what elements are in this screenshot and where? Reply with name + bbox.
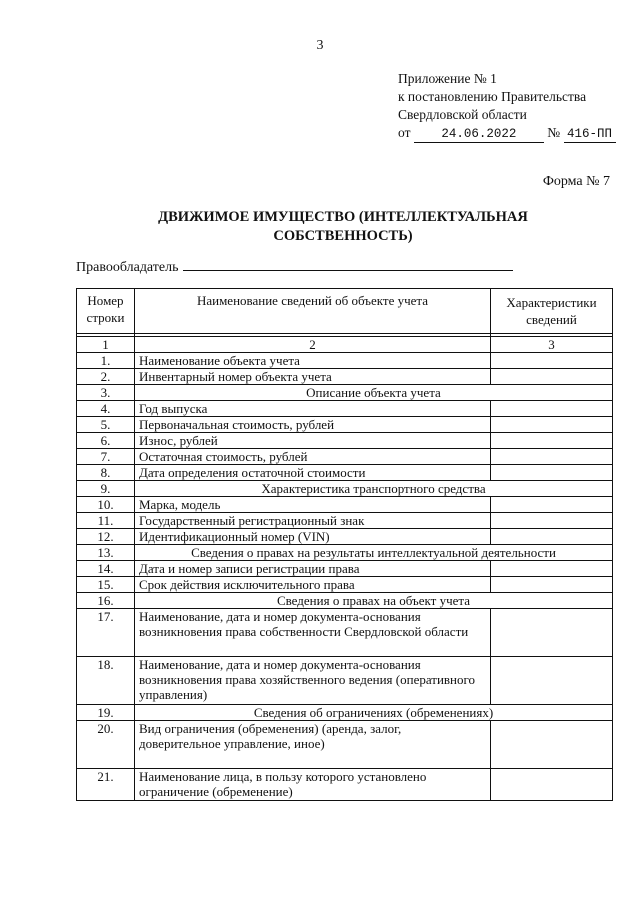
row-info-name: Идентификационный номер (VIN) — [135, 529, 491, 545]
row-characteristic-cell[interactable] — [491, 417, 613, 433]
appendix-line-1: Приложение № 1 — [398, 71, 497, 86]
table-row — [77, 449, 613, 465]
row-info-name: Наименование, дата и номер документа-основания возникновения права собственности Свердловской области — [135, 609, 491, 657]
col-number-1: 1 — [77, 337, 135, 353]
row-info-name: Инвентарный номер объекта учета — [135, 369, 491, 385]
row-characteristic-cell[interactable] — [491, 513, 613, 529]
resolution-number: 416-ПП — [564, 127, 616, 143]
row-number: 16. — [77, 593, 135, 609]
row-number: 21. — [77, 769, 135, 801]
table-header-row — [77, 289, 613, 334]
header-row-number — [77, 289, 135, 334]
table-row — [77, 609, 613, 657]
table-row — [77, 513, 613, 529]
row-characteristic-cell[interactable] — [491, 369, 613, 385]
title-line-1: ДВИЖИМОЕ ИМУЩЕСТВО (ИНТЕЛЛЕКТУАЛЬНАЯ — [158, 209, 528, 225]
table-row — [77, 769, 613, 801]
resolution-date: 24.06.2022 — [414, 127, 544, 143]
appendix-line-2: к постановлению Правительства — [398, 89, 587, 104]
row-characteristic-cell[interactable] — [491, 561, 613, 577]
row-characteristic-cell[interactable] — [491, 577, 613, 593]
document-title — [0, 208, 640, 246]
row-characteristic-cell[interactable] — [491, 353, 613, 369]
row-number: 7. — [77, 449, 135, 465]
table-row — [77, 353, 613, 369]
row-number: 17. — [77, 609, 135, 657]
row-number: 12. — [77, 529, 135, 545]
row-characteristic-cell[interactable] — [491, 465, 613, 481]
from-label: от — [398, 125, 411, 140]
row-number: 14. — [77, 561, 135, 577]
header-characteristics — [491, 289, 613, 334]
row-info-name: Износ, рублей — [135, 433, 491, 449]
section-heading: Сведения об ограничениях (обременениях) — [135, 705, 613, 721]
row-number: 6. — [77, 433, 135, 449]
table-row — [77, 465, 613, 481]
row-info-name: Первоначальная стоимость, рублей — [135, 417, 491, 433]
appendix-line-3: Свердловской области — [398, 107, 527, 122]
row-number: 1. — [77, 353, 135, 369]
row-characteristic-cell[interactable] — [491, 721, 613, 769]
row-number: 9. — [77, 481, 135, 497]
header-number-line1: Номер — [87, 293, 124, 308]
row-info-name: Государственный регистрационный знак — [135, 513, 491, 529]
row-characteristic-cell[interactable] — [491, 449, 613, 465]
header-number-line2: строки — [86, 310, 125, 325]
row-number: 19. — [77, 705, 135, 721]
row-number: 8. — [77, 465, 135, 481]
table-row — [77, 593, 613, 609]
header-info-name: Наименование сведений об объекте учета — [135, 289, 491, 334]
appendix-date-line — [398, 124, 616, 143]
table-row — [77, 545, 613, 561]
col-number-3: 3 — [491, 337, 613, 353]
row-number: 3. — [77, 385, 135, 401]
row-info-name: Наименование лица, в пользу которого установлено ограничение (обременение) — [135, 769, 491, 801]
table-row — [77, 369, 613, 385]
table-row — [77, 401, 613, 417]
owner-blank-field — [183, 256, 513, 271]
row-number: 10. — [77, 497, 135, 513]
row-characteristic-cell[interactable] — [491, 401, 613, 417]
row-characteristic-cell[interactable] — [491, 609, 613, 657]
table-row — [77, 529, 613, 545]
table-row — [77, 433, 613, 449]
row-info-name: Дата определения остаточной стоимости — [135, 465, 491, 481]
row-number: 13. — [77, 545, 135, 561]
section-heading: Описание объекта учета — [135, 385, 613, 401]
table-row — [77, 497, 613, 513]
row-info-name: Наименование объекта учета — [135, 353, 491, 369]
owner-line — [76, 256, 513, 276]
table-row — [77, 577, 613, 593]
row-characteristic-cell[interactable] — [491, 529, 613, 545]
row-number: 18. — [77, 657, 135, 705]
header-char-line1: Характеристики — [506, 295, 597, 310]
header-char-line2: сведений — [526, 312, 577, 327]
section-heading: Характеристика транспортного средства — [135, 481, 613, 497]
row-number: 11. — [77, 513, 135, 529]
table-row — [77, 417, 613, 433]
property-table — [76, 288, 613, 801]
row-number: 20. — [77, 721, 135, 769]
appendix-block — [398, 70, 616, 143]
row-info-name: Остаточная стоимость, рублей — [135, 449, 491, 465]
row-characteristic-cell[interactable] — [491, 497, 613, 513]
table-row — [77, 481, 613, 497]
row-info-name: Срок действия исключительного права — [135, 577, 491, 593]
row-info-name: Наименование, дата и номер документа-основания возникновения права хозяйственного ведения (оперативного управления) — [135, 657, 491, 705]
row-number: 5. — [77, 417, 135, 433]
table-row — [77, 385, 613, 401]
number-label: № — [547, 125, 561, 140]
owner-label: Правообладатель — [76, 260, 179, 275]
table-row — [77, 721, 613, 769]
table-row — [77, 705, 613, 721]
row-characteristic-cell[interactable] — [491, 657, 613, 705]
section-heading: Сведения о правах на объект учета — [135, 593, 613, 609]
row-characteristic-cell[interactable] — [491, 769, 613, 801]
page-number: 3 — [316, 38, 324, 53]
column-number-row — [77, 337, 613, 353]
row-info-name: Вид ограничения (обременения) (аренда, залог, доверительное управление, иное) — [135, 721, 491, 769]
row-number: 15. — [77, 577, 135, 593]
title-line-2: СОБСТВЕННОСТЬ) — [273, 228, 413, 244]
row-info-name: Марка, модель — [135, 497, 491, 513]
col-number-2: 2 — [135, 337, 491, 353]
row-info-name: Дата и номер записи регистрации права — [135, 561, 491, 577]
table-row — [77, 561, 613, 577]
section-heading: Сведения о правах на результаты интеллектуальной деятельности — [135, 545, 613, 561]
table-row — [77, 657, 613, 705]
row-number: 2. — [77, 369, 135, 385]
row-number: 4. — [77, 401, 135, 417]
form-number: Форма № 7 — [542, 174, 610, 189]
row-characteristic-cell[interactable] — [491, 433, 613, 449]
row-info-name: Год выпуска — [135, 401, 491, 417]
